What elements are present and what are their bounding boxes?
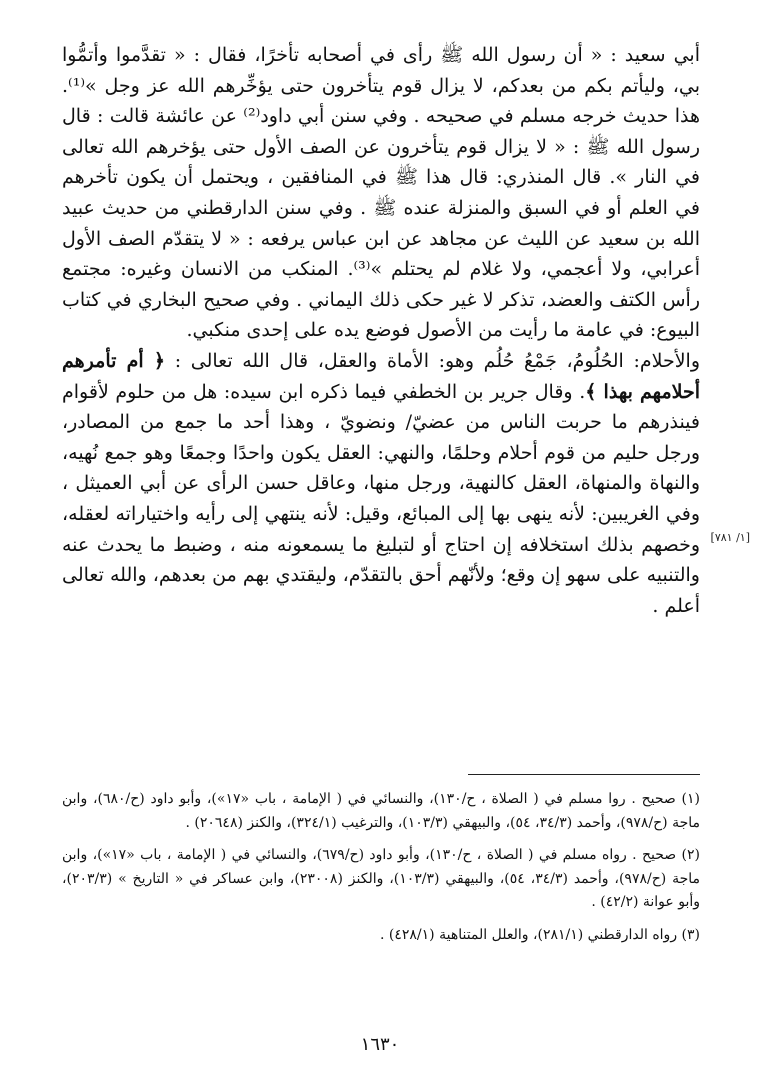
main-text [62, 40, 700, 621]
footnote-1: (١) صحيح . روا مسلم في ( الصلاة ، ح/١٣٠)، والنسائي في ( الإمامة ، باب «١٧»)، وأبو داود (ح/٦٨٠)، وابن ماجة (ح/٩٧٨)، وأحمد (٣٤/٣، ٥٤)، والبيهقي (١٠٣/٣)، والترغيب (٣٢٤/١)، والكنز (٢٠٦٤٨) . [62, 791, 701, 831]
paragraph-2-intro: والأحلام: الحُلُومُ، جَمْعُ حُلُم وهو: الأماة والعقل، قال الله تعالى : [174, 349, 701, 372]
paragraph-2 [62, 346, 700, 621]
page-number: ١٦٣٠ [360, 1034, 400, 1055]
footnotes [62, 788, 700, 956]
footnote-divider [468, 774, 700, 775]
paragraph-2-rest: . وقال جرير بن الخطفي فيما ذكره ابن سيده: هل من حلوم لأقوام فينذرهم ما حربت الناس من عضيّ/ ونضويّ ، وهذا أحد ما جمع من المصادر، ورجل حليم من قوم أحلام وحلمًا، والنهي: العقل يكون واحدًا وجمعًا وهو جمع نُهيه، والنهاة والمنهاة، العقل كالنهية، ورجل منها، وعاقل حسن الرأى عن أبي العميثل ، وفي الغريبين: لأنه ينهى بها إلى المبائع، وقيل: لأنه ينتهي إلى رأيه واختياراته لعقله، وخصهم بذلك استخلافه إن احتاج أو لتبليغ ما يسمعونه منه ، وضبط ما يحدث عنه والتنبيه على سهو إن وقع؛ ولأنّهم أحق بالتقدّم، وليقتدي بهم من بعدهم، والله تعالى أعلم . [62, 380, 700, 617]
footnote-3: (٣) رواه الدارقطني (٢٨١/١)، والعلل المتناهية (٤٢٨/١) . [380, 926, 700, 943]
quran-verse: ﴿ أم تأمرهم أحلامهم بهذا ﴾ [62, 349, 700, 403]
footnote-2: (٢) صحيح . رواه مسلم في ( الصلاة ، ح/١٣٠)، وأبو داود (ح/٦٧٩)، والنسائي في ( الإمامة ، باب «١٧»)، وابن ماجة (ح/٩٧٨)، وأحمد (٣٤/٣، ٥٤)، والبيهقي (١٠٣/٣)، والكنز (٢٣٠٠٨)، وابن عساكر في « التاريخ » (٢٠٣/٣)، وأبو عوانة (٤٢/٢) . [62, 847, 700, 910]
paragraph-1: أبي سعيد : « أن رسول الله ﷺ رأى في أصحابه تأخرًا، فقال : « تقدَّموا وأتمُّوا بي، وليأتم بكم من بعدكم، لا يزال قوم يتأخرون حتى يؤخِّرهم الله عز وجل »⁽¹⁾. هذا حديث خرجه مسلم في صحيحه . وفي سنن أبي داود⁽²⁾ عن عائشة قالت : قال رسول الله ﷺ : « لا يزال قوم يتأخرون عن الصف الأول حتى يؤخرهم الله تعالى في النار ». قال المنذري: قال هذا ﷺ في المنافقين ، ويحتمل أن يكون تأخرهم في العلم أو في السبق والمنزلة عنده ﷺ . وفي سنن الدارقطني من حديث عبيد الله بن سعيد عن الليث عن مجاهد عن ابن عباس يرفعه : « لا يتقدّم الصف الأول أعرابي، ولا أعجمي، ولا غلام لم يحتلم »⁽³⁾. المنكب من الانسان وغيره: مجتمع رأس الكتف والعضد، تذكر لا غير حكى ذلك اليماني . وفي صحيح البخاري في كتاب البيوع: في عامة ما رأيت من الأصول فوضع يده على إحدى منكبي. [62, 44, 701, 342]
margin-reference: [١/ ٧٨١] [710, 531, 750, 544]
